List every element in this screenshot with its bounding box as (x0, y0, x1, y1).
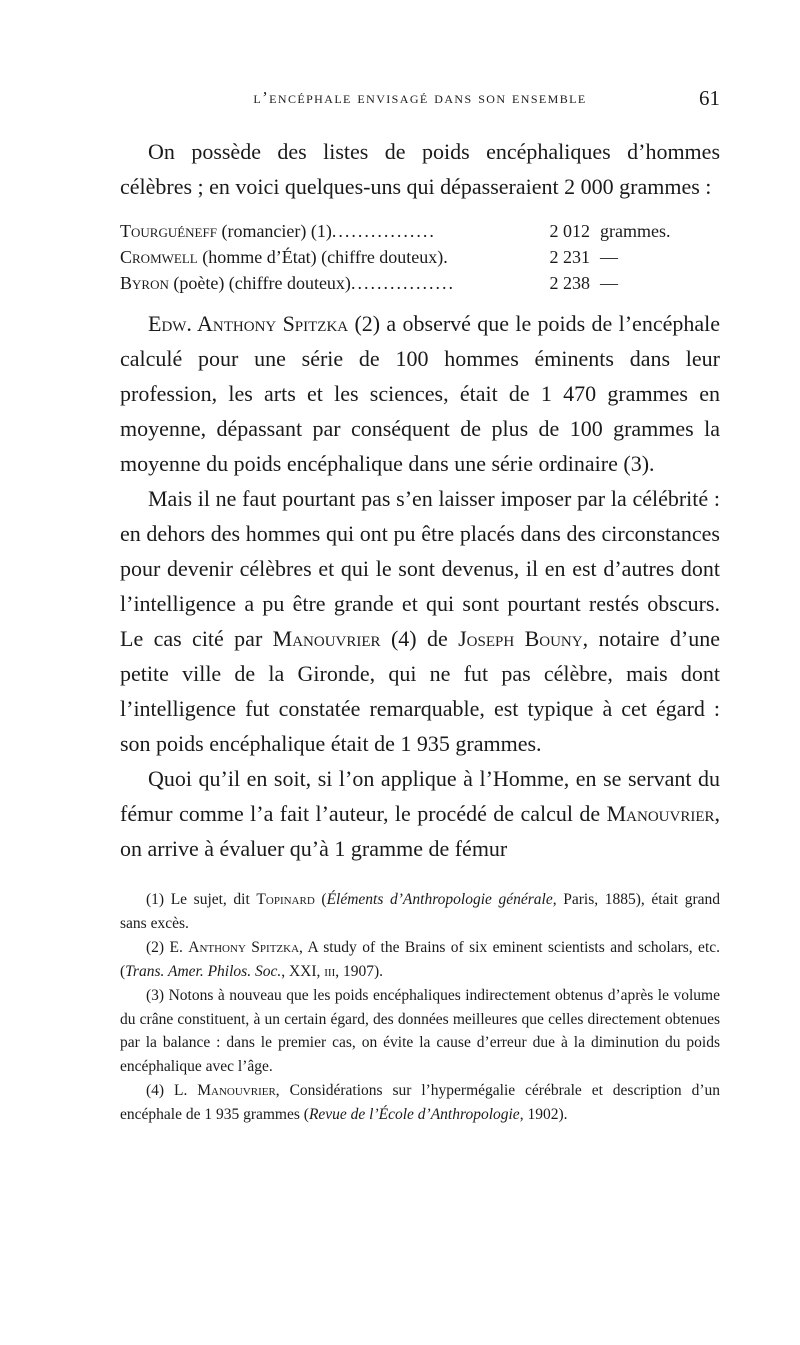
author-name: Anthony Spitzka (188, 939, 300, 956)
paragraph-text: Mais il ne faut pourtant pas s’en laisser imposer par la célébrité : en dehors des hommes qui ont pu être placés dans des circonstances pour devenir célèbres et qui le sont devenus, il en est d’autres dont l’intelligence a pu être grande et qui sont pourtant restés obscurs. Le cas cité par (120, 486, 720, 651)
footnote-text: ( (314, 891, 327, 908)
paragraph-text: (2) a observé que le poids de l’encéphale calculé pour une série de 100 hommes éminents dans leur profession, les arts et les sciences, était de 1 470 grammes en moyenne, dépassant par conséquent de plus de 100 grammes la moyenne du poids encéphalique dans une série ordinaire (3). (120, 311, 720, 476)
weight-value: 2 231 (549, 247, 590, 267)
paragraph-text: Quoi qu’il en soit, si l’on applique à l’Homme, en se servant du fémur comme l’a fait l’auteur, le procédé de calcul de (120, 766, 720, 826)
person-description: (homme d’État) (chiffre douteux). (197, 247, 448, 267)
author-name: Topinard (256, 891, 315, 908)
footnote-2 (120, 936, 720, 983)
main-text (120, 134, 720, 866)
book-title: Éléments d’Anthropologie générale (326, 891, 553, 908)
intro-paragraph: On possède des listes de poids encéphaliques d’hommes célèbres ; en voici quelques-uns qui dépasseraient 2 000 grammes : (120, 139, 720, 199)
list-item-label (120, 218, 532, 244)
footnote-text: , Considérations sur l’hypermégalie cérébrale et description d’un encéphale de 1 935 grammes ( (120, 1082, 720, 1123)
list-item (120, 270, 720, 296)
celebrity-paragraph (120, 481, 720, 761)
footnote-text: , 1907). (335, 962, 384, 980)
footnote-4 (120, 1079, 720, 1126)
page-number: 61 (699, 86, 720, 110)
paragraph-text: , on arrive à évaluer qu’à 1 gramme de fémur (120, 801, 720, 861)
spitzka-paragraph (120, 306, 720, 481)
author-name: Manouvrier (606, 801, 715, 826)
weight-unit: grammes. (600, 221, 671, 241)
running-title: l’encéphale envisagé dans son ensemble (253, 88, 587, 107)
footnotes (120, 888, 720, 1126)
list-item (120, 244, 720, 270)
journal-title: Revue de l’École d’Anthropologie (308, 1105, 520, 1123)
person-name: Tourguéneff (120, 221, 217, 241)
list-item-label (120, 270, 532, 296)
person-name: Joseph Bouny (458, 626, 583, 651)
weight-value: 2 012 (549, 221, 590, 241)
footnote-text: , Paris, 1885), était grand sans excès. (120, 891, 720, 932)
paragraph-text: , notaire d’une petite ville de la Gironde, qui ne fut pas célèbre, mais dont l’intelligence fut constatée remarquable, est typique à cet égard : son poids encéphalique était de 1 935 grammes. (120, 626, 721, 756)
weight-unit: — (600, 247, 618, 267)
brain-weight-list (120, 218, 720, 296)
author-name: Manouvrier (197, 1082, 276, 1099)
person-description: (romancier) (1) (216, 221, 332, 241)
author-name: Manouvrier (272, 626, 381, 651)
footnote-text: (2) E. (146, 939, 189, 956)
footnote-text: , 1902). (519, 1105, 568, 1123)
weight-unit: — (600, 273, 618, 293)
journal-title: Trans. Amer. Philos. Soc. (125, 962, 282, 980)
person-description: (poète) (chiffre douteux) (168, 273, 351, 293)
paragraph-text: (4) de (380, 626, 459, 651)
list-item (120, 218, 720, 244)
femur-paragraph (120, 761, 720, 866)
person-name: Cromwell (120, 247, 198, 267)
footnote-text: (4) L. (146, 1082, 198, 1099)
dot-leader: ................ (331, 221, 436, 241)
book-page (120, 88, 720, 1126)
issue-number: iii (324, 962, 336, 980)
weight-value: 2 238 (549, 273, 590, 293)
footnote-text: , A study of the Brains of six eminent scientists and scholars, etc. ( (120, 939, 721, 980)
dot-leader: ................ (350, 273, 455, 293)
footnote-3: (3) Notons à nouveau que les poids encéphaliques indirectement obtenus d’après le volume du crâne constituent, à un certain égard, des données meilleures que celles directement obtenues par la balance : dans le premier cas, on évite la cause d’erreur due à la diminution du poids encéphalique avec l’âge. (120, 987, 720, 1075)
author-name: Edw. Anthony Spitzka (148, 311, 349, 336)
running-header (120, 88, 720, 116)
footnote-1 (120, 888, 720, 935)
person-name: Byron (120, 273, 169, 293)
list-item-label (120, 244, 532, 270)
footnote-text: (1) Le sujet, dit (146, 891, 257, 908)
footnote-text: , XXI, (281, 962, 325, 980)
